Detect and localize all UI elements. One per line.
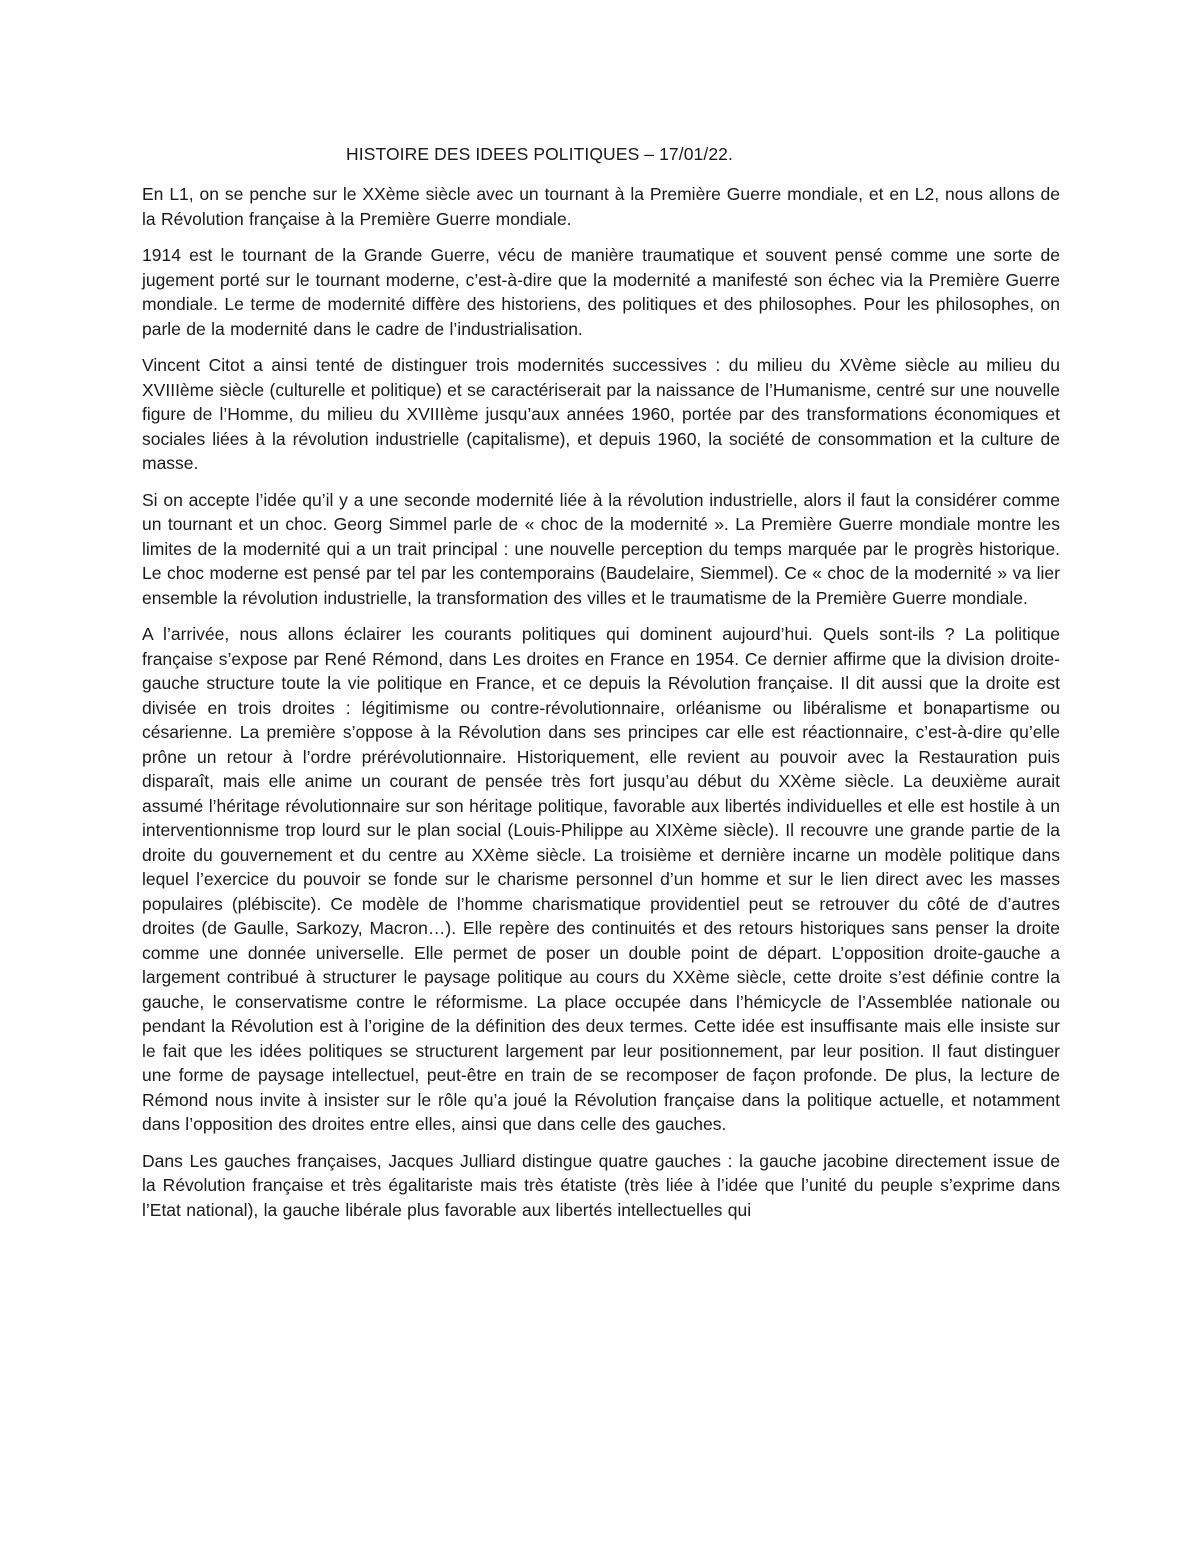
- paragraph-intro: En L1, on se penche sur le XXème siècle avec un tournant à la Première Guerre mondiale, et en L2, nous allons de la Révolution française à la Première Guerre mondiale.: [142, 184, 1060, 229]
- document-body: [142, 182, 1060, 1234]
- document-title: HISTOIRE DES IDEES POLITIQUES – 17/01/22.: [346, 144, 733, 164]
- paragraph-citot: Vincent Citot a ainsi tenté de distinguer trois modernités successives : du milieu du XVème siècle au milieu du XVIIIème siècle (culturelle et politique) et se caractériserait par la naissance de l’Humanisme, centré sur une nouvelle figure de l’Homme, du milieu du XVIIIème jusqu’aux années 1960, portée par des transformations économiques et sociales liées à la révolution industrielle (capitalisme), et depuis 1960, la société de consommation et la culture de masse.: [142, 355, 1060, 473]
- paragraph-simmel: Si on accepte l’idée qu’il y a une seconde modernité liée à la révolution industrielle, alors il faut la considérer comme un tournant et un choc. Georg Simmel parle de « choc de la modernité ». La Première Guerre mondiale montre les limites de la modernité qui a un trait principal : une nouvelle perception du temps marquée par le progrès historique. Le choc moderne est pensé par tel par les contemporains (Baudelaire, Siemmel). Ce « choc de la modernité » va lier ensemble la révolution industrielle, la transformation des villes et le traumatisme de la Première Guerre mondiale.: [142, 489, 1060, 608]
- paragraph-remond: A l’arrivée, nous allons éclairer les courants politiques qui dominent aujourd’hui. Quels sont-ils ? La politique française s’expose par René Rémond, dans Les droites en France en 1954. Ce dernier affirme que la division droite-gauche structure toute la vie politique en France, et ce depuis la Révolution française. Il dit aussi que la droite est divisée en trois droites : légitimisme ou contre-révolutionnaire, orléanisme ou libéralisme et bonapartisme ou césarienne. La première s’oppose à la Révolution dans ses principes car elle est réactionnaire, c’est-à-dire qu’elle prône un retour à l’ordre prérévolutionnaire. Historiquement, elle revient au pouvoir avec la Restauration puis disparaît, mais elle anime un courant de pensée très fort jusqu’au début du XXème siècle. La deuxième aurait assumé l’héritage révolutionnaire sur son héritage politique, favorable aux libertés individuelles et elle est hostile à un interventionnisme trop lourd sur le plan social (Louis-Philippe au XIXème siècle). Il recouvre une grande partie de la droite du gouvernement et du centre au XXème siècle. La troisième et dernière incarne un modèle politique dans lequel l’exercice du pouvoir se fonde sur le charisme personnel d’un homme et sur le lien direct avec les masses populaires (plébiscite). Ce modèle de l’homme charismatique providentiel peut se retrouver du côté de d’autres droites (de Gaulle, Sarkozy, Macron…). Elle repère des continuités et des retours historiques sans penser la droite comme une donnée universelle. Elle permet de poser un double point de départ. L’opposition droite-gauche a largement contribué à structurer le paysage politique au cours du XXème siècle, cette droite s’est définie contre la gauche, le conservatisme contre le réformisme. La place occupée dans l’hémicycle de l’Assemblée nationale ou pendant la Révolution est à l’origine de la définition des deux termes. Cette idée est insuffisante mais elle insiste sur le fait que les idées politiques se structurent largement par leur positionnement, par leur position. Il faut distinguer une forme de paysage intellectuel, peut-être en train de se recomposer de façon profonde. De plus, la lecture de Rémond nous invite à insister sur le rôle qu’a joué la Révolution française dans la politique actuelle, et notamment dans l’opposition des droites entre elles, ainsi que dans celle des gauches.: [142, 624, 1060, 1134]
- paragraph-julliard: Dans Les gauches françaises, Jacques Julliard distingue quatre gauches : la gauche jacobine directement issue de la Révolution française et très égalitariste mais très étatiste (très liée à l’idée que l’unité du peuple s’exprime dans l’Etat national), la gauche libérale plus favorable aux libertés intellectuelles qui: [142, 1150, 1060, 1220]
- paragraph-1914: 1914 est le tournant de la Grande Guerre, vécu de manière traumatique et souvent pensé comme une sorte de jugement porté sur le tournant moderne, c’est-à-dire que la modernité a manifesté son échec via la Première Guerre mondiale. Le terme de modernité diffère des historiens, des politiques et des philosophes. Pour les philosophes, on parle de la modernité dans le cadre de l’industrialisation.: [142, 245, 1060, 339]
